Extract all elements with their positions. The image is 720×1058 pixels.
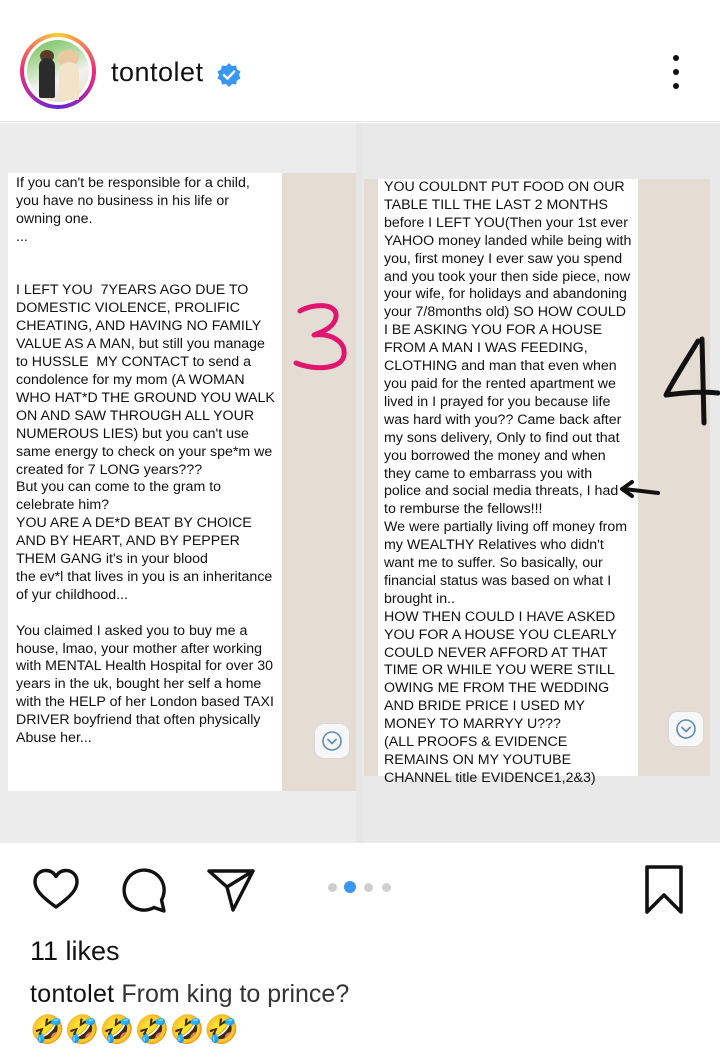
avatar-image (27, 40, 89, 102)
avatar[interactable] (20, 33, 96, 109)
verified-badge-icon (216, 62, 242, 88)
caption-username[interactable]: tontolet (30, 980, 115, 1008)
scroll-down-button[interactable] (668, 711, 704, 747)
page-dot (382, 883, 391, 892)
more-options-icon[interactable] (666, 52, 686, 92)
post-carousel[interactable] (0, 123, 720, 843)
post-header (0, 0, 720, 122)
carousel-page-indicator (326, 881, 396, 893)
comment-icon[interactable] (120, 866, 168, 914)
scroll-down-button[interactable] (314, 723, 350, 759)
page-dot (328, 883, 337, 892)
caption-text: From king to prince? (121, 980, 350, 1008)
caption-emojis: 🤣🤣🤣🤣🤣🤣 (30, 1014, 240, 1045)
chat-message-bubble: YOU COULDNT PUT FOOD ON OUR TABLE TILL THE LAST 2 MONTHS before I LEFT YOU(Then your 1st ever YAHOO money landed while being with you, first money I ever saw you spend and you took your then side piece, now your wife, for holidays and abandoning your 7/8months old) SO HOW COULD I BE ASKING YOU FOR A HOUSE FROM A MAN I WAS FEEDING, CLOTHING and man that even when you paid for the rented apartment we lived in I prayed for you because life was hard with you?? Came back after my sons delivery, Only to find out that you borrowed the money and when they came to embarrass you with police and social media threats, I had to remburse the fellows!!! We were partially living off money from my WEALTHY Relatives who didn't want me to suffer. So basically, our financial status was based on what I brought in.. HOW THEN COULD I HAVE ASKED YOU FOR A HOUSE YOU CLEARLY COULD NEVER AFFORD AT THAT TIME OR WHILE YOU WERE STILL OWING ME FROM THE WEDDING AND BRIDE PRICE I USED MY MONEY TO MARRYY U??? (ALL PROOFS & EVIDENCE REMAINS ON MY YOUTUBE CHANNEL title EVIDENCE1,2&3) (378, 179, 638, 776)
chevron-down-icon (321, 730, 343, 752)
page-dot-active (344, 881, 356, 893)
post-username[interactable]: tontolet (111, 57, 204, 87)
handwritten-number-4 (662, 335, 720, 427)
chat-message-bubble: If you can't be responsible for a child, you have no business in his life or owning one. ... I LEFT YOU 7YEARS AGO DUE TO DOMESTIC VIOLENCE, PROLIFIC CHEATING, AND HAVING NO FAMILY VALUE AS A MAN, but still you manage to HUSSLE MY CONTACT to send a condolence for my mom (A WOMAN WHO HAT*D THE GROUND YOU WALK ON AND SAW THROUGH ALL YOUR NUMEROUS LIES) but you can't use same energy to check on your spe*m we created for 7 LONG years??? But you can come to the gram to celebrate him? YOU ARE A DE*D BEAT BY CHOICE AND BY HEART, AND BY PEPPER THEM GANG it's in your blood the ev*l that lives in you is an inheritance of yur childhood... You claimed I asked you to buy me a house, lmao, your mother after working with MENTAL Health Hospital for over 30 years in the uk, bought her self a home with the HELP of her London based TAXI DRIVER boyfriend that often physically Abuse her... (8, 173, 282, 791)
chevron-down-icon (675, 718, 697, 740)
bookmark-icon[interactable] (642, 864, 686, 916)
page-dot (364, 883, 373, 892)
heart-icon[interactable] (32, 866, 80, 914)
carousel-slide-3 (0, 123, 356, 843)
handwritten-number-3 (290, 301, 352, 373)
paper-plane-icon[interactable] (206, 866, 256, 914)
post-caption (30, 980, 349, 1009)
likes-count[interactable]: 11 likes (30, 936, 120, 966)
carousel-slide-4 (362, 123, 720, 843)
handwritten-arrow-icon (618, 479, 660, 499)
post-actions-bar (0, 844, 720, 934)
